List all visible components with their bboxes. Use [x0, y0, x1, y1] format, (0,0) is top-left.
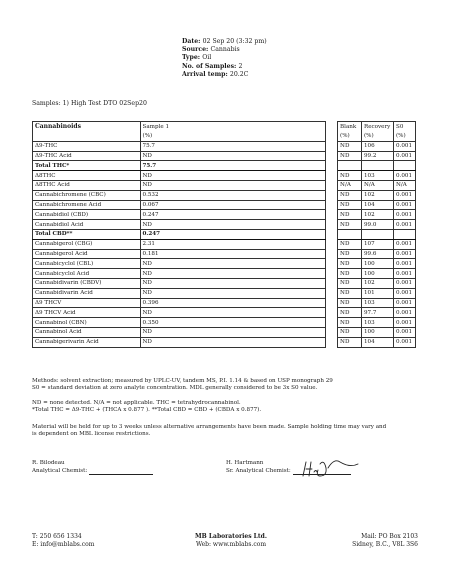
table-row [33, 210, 416, 220]
recovery-value: 100 [362, 327, 394, 337]
report-header [182, 38, 267, 79]
s0-value: 0.001 [393, 278, 415, 288]
s0-value: 0.001 [393, 210, 415, 220]
s0-value: 0.001 [393, 298, 415, 308]
cannabinoid-name: Cannabidivarin (CBDV) [33, 278, 141, 288]
sample-value: ND [140, 259, 326, 269]
cannabinoid-name: Cannabidiol (CBD) [33, 210, 141, 220]
recovery-value: 99.2 [362, 151, 394, 161]
sample-value: 75.7 [140, 141, 326, 151]
s0-value: 0.001 [393, 200, 415, 210]
signature-left [32, 459, 153, 475]
sample-value: ND [140, 220, 326, 230]
s0-value: 0.001 [393, 151, 415, 161]
footer-web: Web: www.mblabs.com [195, 540, 267, 548]
cannabinoid-name: Cannabicyclol (CBL) [33, 259, 141, 269]
nd-definition: ND = none detected. N/A = not applicable. THC = tetrahydrocannabinol. [32, 400, 241, 406]
methods-text: Methods: solvent extraction; measured by UPLC-UV, tandem MS, P.I. 1.14 & based on USP monograph 29 [32, 378, 333, 384]
cannabinoid-name: Cannabichromene (CBC) [33, 190, 141, 200]
blank-value: ND [338, 318, 362, 328]
recovery-value: 107 [362, 239, 394, 249]
blank-value: ND [338, 308, 362, 318]
footer-city: Sidney, B.C., V8L 3S6 [352, 540, 418, 548]
col-recovery-unit: (%) [362, 132, 394, 142]
cannabinoid-name: Cannabigerol Acid [33, 249, 141, 259]
samples-line: Samples: 1) High Test DTO 02Sep20 [32, 100, 147, 107]
arrival-label: Arrival temp: [182, 70, 228, 78]
blank-value: ND [338, 259, 362, 269]
s0-definition: S0 = standard deviation at zero analyte concentration. MDL generally considered to be 3x S0 value. [32, 385, 318, 392]
num-samples-label: No. of Samples: [182, 62, 237, 70]
sample-value: 0.181 [140, 249, 326, 259]
table-row [33, 327, 416, 337]
sample-value: ND [140, 288, 326, 298]
table-row [33, 249, 416, 259]
cannabinoid-name: Cannabidivarin Acid [33, 288, 141, 298]
table-row [33, 318, 416, 328]
table-row [33, 171, 416, 181]
col-cannabinoids: Cannabinoids [33, 122, 141, 132]
sample-value: ND [140, 151, 326, 161]
s0-value: 0.001 [393, 337, 415, 347]
recovery-value: 103 [362, 298, 394, 308]
source-label: Source: [182, 46, 209, 54]
sample-value: ND [140, 327, 326, 337]
recovery-value: 102 [362, 210, 394, 220]
footer-mail: Mail: PO Box 2103 [361, 533, 418, 540]
cannabinoid-name: Cannabicyclol Acid [33, 269, 141, 279]
blank-value: N/A [338, 180, 362, 190]
cannabinoid-name: Cannabigerivarin Acid [33, 337, 141, 347]
sample-value: 75.7 [140, 161, 326, 171]
footer-email: E: info@mblabs.com [32, 540, 95, 548]
footer-company [186, 533, 276, 548]
table-row [33, 288, 416, 298]
blank-value: ND [338, 327, 362, 337]
sample-value: 0.067 [140, 200, 326, 210]
recovery-value: 101 [362, 288, 394, 298]
table-row [33, 220, 416, 230]
right-chemist-name: H. Hartmann [226, 460, 264, 466]
footer-company-name: MB Laboratories Ltd. [195, 533, 267, 540]
s0-value: 0.001 [393, 171, 415, 181]
cannabinoid-name: Cannabigerol (CBG) [33, 239, 141, 249]
recovery-value: 97.7 [362, 308, 394, 318]
blank-value: ND [338, 337, 362, 347]
cannabinoid-name: Δ9 THCV Acid [33, 308, 141, 318]
table-row [33, 200, 416, 210]
footer-address [352, 533, 418, 548]
blank-value: ND [338, 200, 362, 210]
recovery-value: 99.0 [362, 220, 394, 230]
recovery-value: 102 [362, 190, 394, 200]
cannabinoid-name: Δ8THC [33, 171, 141, 181]
col-recovery: Recovery [362, 122, 394, 132]
recovery-value: N/A [362, 180, 394, 190]
blank-value: ND [338, 141, 362, 151]
table-row [33, 337, 416, 347]
sample-value: 0.247 [140, 210, 326, 220]
holding-text-2: is dependent on MBL license restrictions. [32, 431, 151, 438]
s0-value: 0.001 [393, 249, 415, 259]
s0-value: 0.001 [393, 141, 415, 151]
recovery-value: 103 [362, 171, 394, 181]
recovery-value: 102 [362, 278, 394, 288]
recovery-value: 104 [362, 200, 394, 210]
arrival-value: 20.2C [229, 70, 249, 78]
blank-value: ND [338, 220, 362, 230]
methods-notes [32, 378, 422, 392]
col-sample: Sample 1 [140, 122, 326, 132]
date-label: Date: [182, 38, 201, 45]
recovery-value: 100 [362, 259, 394, 269]
sample-value: ND [140, 180, 326, 190]
s0-value: 0.001 [393, 327, 415, 337]
blank-value: ND [338, 190, 362, 200]
s0-value: 0.001 [393, 288, 415, 298]
table-row [33, 269, 416, 279]
table-row [33, 151, 416, 161]
cannabinoid-name: Δ9 THCV [33, 298, 141, 308]
sample-value: 2.31 [140, 239, 326, 249]
table-row [33, 180, 416, 190]
table-header-row [33, 122, 416, 132]
blank-value: ND [338, 288, 362, 298]
sample-value: ND [140, 278, 326, 288]
cannabinoid-name: Cannabinol (CBN) [33, 318, 141, 328]
table-row [33, 239, 416, 249]
col-sample-unit: (%) [140, 132, 326, 142]
blank-value: ND [338, 171, 362, 181]
col-s0: S0 [393, 122, 415, 132]
blank-value: ND [338, 269, 362, 279]
sample-value: ND [140, 308, 326, 318]
recovery-value: 103 [362, 318, 394, 328]
s0-value: 0.001 [393, 220, 415, 230]
col-blank-unit: (%) [338, 132, 362, 142]
col-blank: Blank [338, 122, 362, 132]
blank-value: ND [338, 298, 362, 308]
num-samples-value: 2 [238, 62, 243, 70]
source-value: Cannabis [210, 46, 240, 54]
totals-definition: *Total THC = Δ9-THC + (THCA x 0.877 ). **Total CBD = CBD + (CBDA x 0.877). [32, 407, 262, 414]
table-row [33, 259, 416, 269]
table-row [33, 298, 416, 308]
table-row [33, 308, 416, 318]
cannabinoid-name: Δ9-THC Acid [33, 151, 141, 161]
table-total-row [33, 229, 416, 239]
recovery-value: 99.6 [362, 249, 394, 259]
recovery-value: 100 [362, 269, 394, 279]
type-value: Oil [202, 54, 212, 62]
table-row [33, 190, 416, 200]
sample-value: 0.396 [140, 298, 326, 308]
s0-value: 0.001 [393, 259, 415, 269]
cannabinoid-name: Cannabichromene Acid [33, 200, 141, 210]
cannabinoid-name: Total THC* [33, 161, 141, 171]
holding-notes [32, 424, 422, 438]
sample-value: 0.350 [140, 318, 326, 328]
cannabinoid-name: Cannabinol Acid [33, 327, 141, 337]
table-row [33, 278, 416, 288]
left-chemist-name: R. Bilodeau [32, 460, 65, 466]
sample-value: ND [140, 171, 326, 181]
blank-value: ND [338, 151, 362, 161]
s0-value: N/A [393, 180, 415, 190]
handwritten-signature [300, 458, 362, 480]
col-s0-unit: (%) [393, 132, 415, 142]
footer-phone: T: 250 656 1334 [32, 533, 82, 540]
cannabinoid-name: Δ8THC Acid [33, 180, 141, 190]
holding-text-1: Material will be held for up to 3 weeks unless alternative arrangements have been made. Sample holding time may vary and [32, 424, 387, 430]
definitions-notes [32, 400, 422, 414]
left-chemist-title: Analytical Chemist: [32, 468, 88, 474]
type-label: Type: [182, 54, 201, 62]
sample-value: 0.532 [140, 190, 326, 200]
sample-value: ND [140, 337, 326, 347]
blank-value: ND [338, 249, 362, 259]
cannabinoid-name: Cannabidiol Acid [33, 220, 141, 230]
cannabinoid-name: Δ9-THC [33, 141, 141, 151]
s0-value: 0.001 [393, 308, 415, 318]
table-unit-row [33, 132, 416, 142]
s0-value: 0.001 [393, 190, 415, 200]
s0-value: 0.001 [393, 318, 415, 328]
s0-value: 0.001 [393, 239, 415, 249]
recovery-value: 104 [362, 337, 394, 347]
footer-contact [32, 533, 94, 548]
cannabinoid-results-table [32, 121, 416, 348]
sample-value: 0.247 [140, 229, 326, 239]
cannabinoid-name: Total CBD** [33, 229, 141, 239]
blank-value: ND [338, 210, 362, 220]
blank-value: ND [338, 239, 362, 249]
s0-value: 0.001 [393, 269, 415, 279]
blank-value: ND [338, 278, 362, 288]
right-chemist-title: Sr. Analytical Chemist: [226, 468, 291, 474]
table-total-row [33, 161, 416, 171]
sample-value: ND [140, 269, 326, 279]
table-row [33, 141, 416, 151]
recovery-value: 106 [362, 141, 394, 151]
left-signature-line [89, 469, 153, 475]
date-value: 02 Sep 20 (3:32 pm) [202, 38, 267, 45]
